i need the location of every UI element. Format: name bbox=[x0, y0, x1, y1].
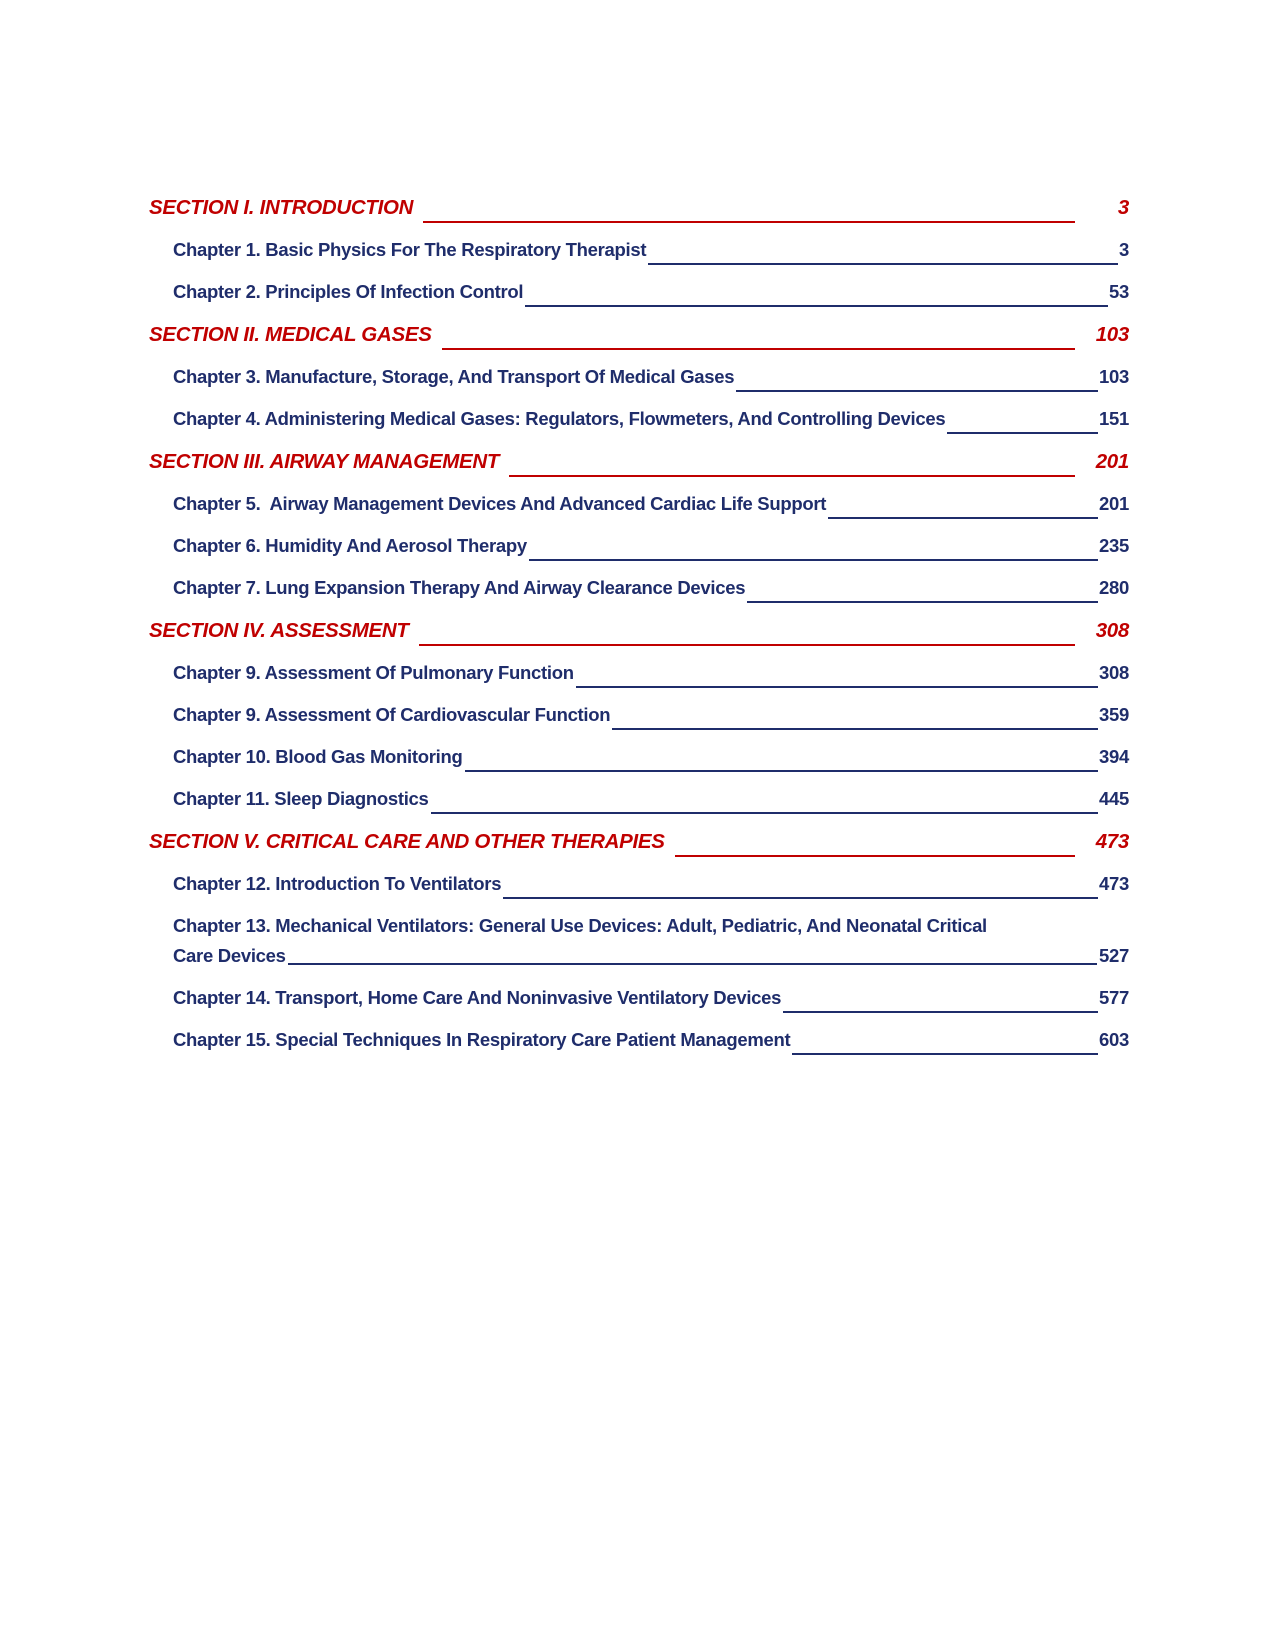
leader-line bbox=[792, 1053, 1098, 1055]
page-number: 603 bbox=[1099, 1029, 1129, 1050]
toc-chapter-11[interactable] bbox=[149, 778, 1129, 820]
page-number: 473 bbox=[1095, 830, 1129, 853]
chapter-title: Chapter 10. Blood Gas Monitoring bbox=[173, 746, 463, 767]
leader-line bbox=[503, 897, 1098, 899]
toc-chapter-7[interactable] bbox=[149, 567, 1129, 609]
page-number: 3 bbox=[1117, 196, 1129, 219]
leader-line bbox=[419, 644, 1075, 646]
page-number: 103 bbox=[1095, 323, 1129, 346]
toc-chapter-2[interactable] bbox=[149, 271, 1129, 313]
toc-chapter-4[interactable] bbox=[149, 398, 1129, 440]
leader-line bbox=[612, 728, 1098, 730]
page-number: 308 bbox=[1095, 619, 1129, 642]
page-number: 308 bbox=[1099, 662, 1129, 683]
leader-line bbox=[576, 686, 1098, 688]
chapter-title: Chapter 7. Lung Expansion Therapy And Airway Clearance Devices bbox=[173, 577, 746, 598]
leader-line bbox=[423, 221, 1075, 223]
leader-line bbox=[442, 348, 1075, 350]
leader-line bbox=[947, 432, 1098, 434]
page-number: 527 bbox=[1099, 945, 1129, 966]
table-of-contents bbox=[149, 186, 1129, 1061]
toc-section-introduction[interactable] bbox=[149, 186, 1129, 229]
toc-chapter-13[interactable] bbox=[149, 905, 1129, 977]
chapter-title: Chapter 5. Airway Management Devices And Advanced Cardiac Life Support bbox=[173, 493, 827, 514]
toc-chapter-12[interactable] bbox=[149, 863, 1129, 905]
toc-chapter-10[interactable] bbox=[149, 736, 1129, 778]
page-number: 3 bbox=[1119, 239, 1129, 260]
page-number: 577 bbox=[1099, 987, 1129, 1008]
page-number: 235 bbox=[1099, 535, 1129, 556]
toc-chapter-9-pulmonary[interactable] bbox=[149, 652, 1129, 694]
leader-line bbox=[675, 855, 1075, 857]
toc-chapter-3[interactable] bbox=[149, 356, 1129, 398]
page-number: 53 bbox=[1109, 281, 1129, 302]
leader-line bbox=[747, 601, 1098, 603]
leader-line bbox=[431, 812, 1099, 814]
page-number: 359 bbox=[1099, 704, 1129, 725]
page-number: 473 bbox=[1099, 873, 1129, 894]
chapter-title-line-1: Chapter 13. Mechanical Ventilators: General Use Devices: Adult, Pediatric, And Neonatal Critical bbox=[173, 915, 987, 936]
chapter-title: Chapter 14. Transport, Home Care And Noninvasive Ventilatory Devices bbox=[173, 987, 782, 1008]
toc-chapter-15[interactable] bbox=[149, 1019, 1129, 1061]
chapter-title: Chapter 11. Sleep Diagnostics bbox=[173, 788, 429, 809]
chapter-title: Chapter 1. Basic Physics For The Respiratory Therapist bbox=[173, 239, 647, 260]
section-title: SECTION IV. ASSESSMENT bbox=[149, 619, 409, 642]
chapter-title: Chapter 12. Introduction To Ventilators bbox=[173, 873, 502, 894]
leader-line bbox=[525, 305, 1108, 307]
page-number: 394 bbox=[1099, 746, 1129, 767]
toc-chapter-5[interactable] bbox=[149, 483, 1129, 525]
leader-line bbox=[288, 963, 1097, 965]
leader-line bbox=[465, 770, 1099, 772]
page-number: 201 bbox=[1099, 493, 1129, 514]
toc-chapter-6[interactable] bbox=[149, 525, 1129, 567]
chapter-title: Chapter 3. Manufacture, Storage, And Transport Of Medical Gases bbox=[173, 366, 735, 387]
page-number: 445 bbox=[1099, 788, 1129, 809]
chapter-title: Chapter 6. Humidity And Aerosol Therapy bbox=[173, 535, 527, 556]
page-number: 103 bbox=[1099, 366, 1129, 387]
section-title: SECTION II. MEDICAL GASES bbox=[149, 323, 432, 346]
chapter-title: Chapter 9. Assessment Of Pulmonary Function bbox=[173, 662, 574, 683]
leader-line bbox=[783, 1011, 1098, 1013]
leader-line bbox=[736, 390, 1098, 392]
toc-chapter-1[interactable] bbox=[149, 229, 1129, 271]
chapter-title: Chapter 15. Special Techniques In Respiratory Care Patient Management bbox=[173, 1029, 791, 1050]
leader-line bbox=[828, 517, 1098, 519]
page-number: 280 bbox=[1099, 577, 1129, 598]
toc-section-assessment[interactable] bbox=[149, 609, 1129, 652]
chapter-title-line-2: Care Devices bbox=[173, 945, 286, 966]
page-number: 151 bbox=[1099, 408, 1129, 429]
section-title: SECTION V. CRITICAL CARE AND OTHER THERAPIES bbox=[149, 830, 665, 853]
chapter-title: Chapter 9. Assessment Of Cardiovascular Function bbox=[173, 704, 611, 725]
leader-line bbox=[509, 475, 1075, 477]
toc-chapter-9-cardiovascular[interactable] bbox=[149, 694, 1129, 736]
chapter-title: Chapter 2. Principles Of Infection Control bbox=[173, 281, 524, 302]
leader-line bbox=[529, 559, 1098, 561]
toc-section-airway-management[interactable] bbox=[149, 440, 1129, 483]
page-number: 201 bbox=[1095, 450, 1129, 473]
toc-section-medical-gases[interactable] bbox=[149, 313, 1129, 356]
section-title: SECTION I. INTRODUCTION bbox=[149, 196, 414, 219]
section-title: SECTION III. AIRWAY MANAGEMENT bbox=[149, 450, 500, 473]
toc-section-critical-care[interactable] bbox=[149, 820, 1129, 863]
leader-line bbox=[648, 263, 1118, 265]
toc-chapter-14[interactable] bbox=[149, 977, 1129, 1019]
chapter-title: Chapter 4. Administering Medical Gases: Regulators, Flowmeters, And Controlling Devices bbox=[173, 408, 946, 429]
